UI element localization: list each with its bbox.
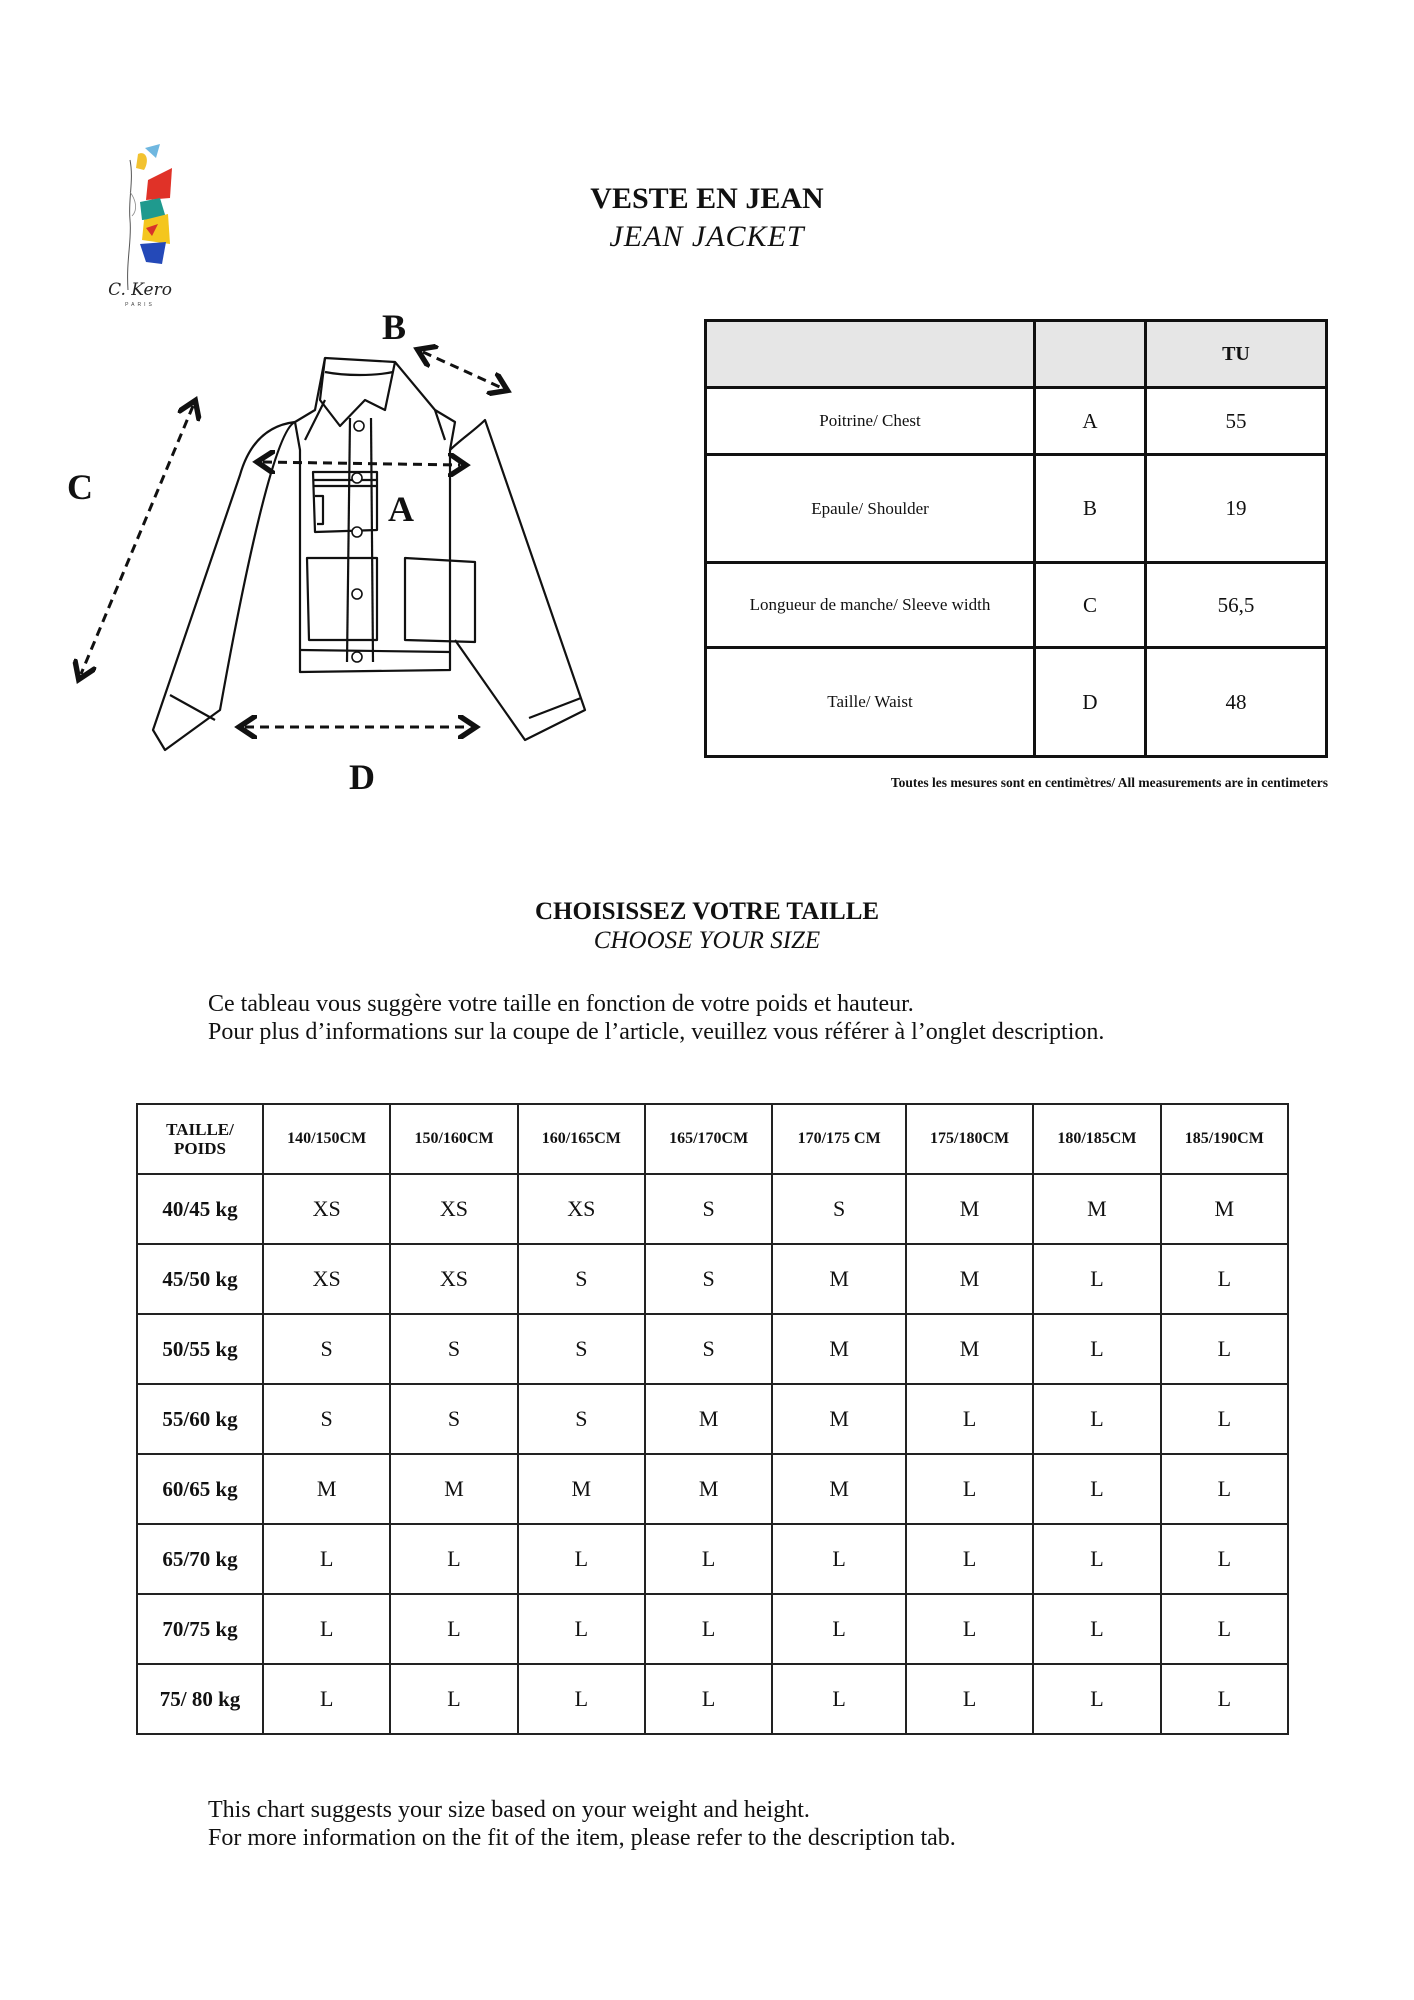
height-header: 175/180CM: [906, 1104, 1033, 1174]
size-cell: L: [1161, 1594, 1288, 1664]
measurement-code: C: [1035, 563, 1146, 648]
size-cell: L: [518, 1594, 645, 1664]
measurement-code: A: [1035, 388, 1146, 455]
size-cell: S: [645, 1174, 772, 1244]
size-cell: L: [906, 1594, 1033, 1664]
size-cell: S: [518, 1314, 645, 1384]
size-cell: M: [906, 1314, 1033, 1384]
size-cell: L: [390, 1664, 517, 1734]
dimension-label-a: A: [388, 489, 414, 529]
size-chart-row: [137, 1314, 1288, 1384]
measurement-row: [706, 563, 1327, 648]
size-cell: M: [390, 1454, 517, 1524]
measurements-table: [704, 319, 1328, 758]
size-cell: L: [1033, 1664, 1160, 1734]
intro-english: [208, 1796, 956, 1852]
weight-cell: 70/75 kg: [137, 1594, 263, 1664]
size-cell: M: [772, 1384, 906, 1454]
size-chart-row: [137, 1524, 1288, 1594]
measurement-row: [706, 648, 1327, 757]
size-cell: M: [645, 1454, 772, 1524]
weight-cell: 65/70 kg: [137, 1524, 263, 1594]
size-cell: M: [906, 1174, 1033, 1244]
size-cell: L: [1161, 1384, 1288, 1454]
button-icons: [352, 421, 364, 662]
weight-cell: 55/60 kg: [137, 1384, 263, 1454]
size-chart-row: [137, 1594, 1288, 1664]
size-cell: L: [1033, 1454, 1160, 1524]
measurement-label: Epaule/ Shoulder: [706, 455, 1035, 563]
size-cell: L: [645, 1524, 772, 1594]
size-cell: S: [772, 1174, 906, 1244]
dimension-label-d: D: [349, 757, 375, 797]
size-cell: L: [1161, 1454, 1288, 1524]
size-chart-header-row: [137, 1104, 1288, 1174]
choose-heading-french: CHOISISSEZ VOTRE TAILLE: [534, 898, 880, 925]
measurements-note: Toutes les mesures sont en centimètres/ All measurements are in centimeters: [890, 775, 1328, 790]
size-chart-row: [137, 1454, 1288, 1524]
header-label-cell: [706, 321, 1035, 388]
weight-cell: 45/50 kg: [137, 1244, 263, 1314]
size-cell: L: [263, 1524, 390, 1594]
brand-city: PARIS: [125, 302, 155, 308]
size-cell: L: [906, 1664, 1033, 1734]
size-chart-row: [137, 1174, 1288, 1244]
page-title: [0, 180, 1414, 256]
corner-header-line: POIDS: [174, 1139, 226, 1158]
size-cell: M: [645, 1384, 772, 1454]
size-cell: L: [263, 1594, 390, 1664]
size-cell: L: [772, 1594, 906, 1664]
size-cell: L: [390, 1524, 517, 1594]
arrow-b-icon: [423, 352, 502, 388]
size-cell: L: [518, 1664, 645, 1734]
measurement-label: Taille/ Waist: [706, 648, 1035, 757]
header-code-cell: [1035, 321, 1146, 388]
size-cell: L: [1161, 1314, 1288, 1384]
size-cell: M: [772, 1314, 906, 1384]
size-cell: L: [1161, 1664, 1288, 1734]
weight-cell: 75/ 80 kg: [137, 1664, 263, 1734]
size-cell: L: [518, 1524, 645, 1594]
header-size-cell: TU: [1146, 321, 1327, 388]
measurement-code: D: [1035, 648, 1146, 757]
size-cell: XS: [390, 1174, 517, 1244]
measurement-value: 55: [1146, 388, 1327, 455]
brand-signature: C. Kero: [108, 280, 172, 300]
size-cell: XS: [263, 1244, 390, 1314]
size-cell: M: [772, 1454, 906, 1524]
size-cell: S: [518, 1244, 645, 1314]
size-chart-row: [137, 1384, 1288, 1454]
height-header: 140/150CM: [263, 1104, 390, 1174]
size-cell: L: [1033, 1244, 1160, 1314]
size-cell: M: [518, 1454, 645, 1524]
size-cell: M: [772, 1244, 906, 1314]
size-cell: L: [906, 1384, 1033, 1454]
intro-english-line: For more information on the fit of the item, please refer to the description tab.: [208, 1825, 956, 1851]
size-cell: S: [263, 1314, 390, 1384]
size-cell: L: [1033, 1384, 1160, 1454]
size-chart-row: [137, 1244, 1288, 1314]
measurement-label: Poitrine/ Chest: [706, 388, 1035, 455]
size-cell: L: [390, 1594, 517, 1664]
measurement-label: Longueur de manche/ Sleeve width: [706, 563, 1035, 648]
measurement-code: B: [1035, 455, 1146, 563]
dimension-label-b: B: [382, 307, 407, 347]
size-cell: XS: [518, 1174, 645, 1244]
size-cell: L: [1161, 1244, 1288, 1314]
size-cell: XS: [390, 1244, 517, 1314]
size-cell: L: [772, 1664, 906, 1734]
size-cell: L: [1033, 1524, 1160, 1594]
size-cell: L: [645, 1594, 772, 1664]
corner-header: [137, 1104, 263, 1174]
title-english: JEAN JACKET: [609, 220, 805, 253]
size-cell: L: [772, 1524, 906, 1594]
jacket-outline-icon: [153, 358, 585, 750]
jacket-diagram: [55, 300, 615, 800]
size-cell: L: [1033, 1594, 1160, 1664]
choose-heading-english: CHOOSE YOUR SIZE: [593, 927, 821, 954]
intro-french-line: Ce tableau vous suggère votre taille en fonction de votre poids et hauteur.: [208, 991, 914, 1017]
measurement-value: 19: [1146, 455, 1327, 563]
height-header: 160/165CM: [518, 1104, 645, 1174]
size-cell: L: [263, 1664, 390, 1734]
size-chart-table: [136, 1103, 1289, 1735]
size-chart-row: [137, 1664, 1288, 1734]
measurements-header-row: [706, 321, 1327, 388]
weight-cell: 50/55 kg: [137, 1314, 263, 1384]
size-cell: L: [1161, 1524, 1288, 1594]
intro-english-line: This chart suggests your size based on your weight and height.: [208, 1797, 810, 1823]
title-french: VESTE EN JEAN: [590, 182, 824, 215]
size-cell: L: [906, 1454, 1033, 1524]
size-cell: XS: [263, 1174, 390, 1244]
corner-header-line: TAILLE/: [166, 1120, 234, 1139]
size-cell: S: [645, 1314, 772, 1384]
intro-french: [208, 990, 1104, 1046]
size-cell: M: [263, 1454, 390, 1524]
size-cell: M: [1033, 1174, 1160, 1244]
height-header: 170/175 CM: [772, 1104, 906, 1174]
size-cell: M: [1161, 1174, 1288, 1244]
arrow-c-icon: [81, 406, 193, 674]
intro-french-line: Pour plus d’informations sur la coupe de l’article, veuillez vous référer à l’onglet description.: [208, 1019, 1105, 1045]
size-cell: M: [906, 1244, 1033, 1314]
weight-cell: 60/65 kg: [137, 1454, 263, 1524]
height-header: 150/160CM: [390, 1104, 517, 1174]
size-cell: L: [1033, 1314, 1160, 1384]
size-chart-body: [137, 1174, 1288, 1734]
height-header: 185/190CM: [1161, 1104, 1288, 1174]
height-header: 165/170CM: [645, 1104, 772, 1174]
size-cell: S: [263, 1384, 390, 1454]
measurement-row: [706, 388, 1327, 455]
size-cell: S: [390, 1384, 517, 1454]
choose-size-heading: [0, 897, 1414, 955]
measurement-value: 56,5: [1146, 563, 1327, 648]
measurement-value: 48: [1146, 648, 1327, 757]
height-header: 180/185CM: [1033, 1104, 1160, 1174]
size-cell: S: [518, 1384, 645, 1454]
size-cell: S: [645, 1244, 772, 1314]
size-cell: S: [390, 1314, 517, 1384]
weight-cell: 40/45 kg: [137, 1174, 263, 1244]
measurement-row: [706, 455, 1327, 563]
arrow-a-icon: [263, 462, 460, 465]
size-cell: L: [906, 1524, 1033, 1594]
size-cell: L: [645, 1664, 772, 1734]
dimension-label-c: C: [67, 467, 93, 507]
